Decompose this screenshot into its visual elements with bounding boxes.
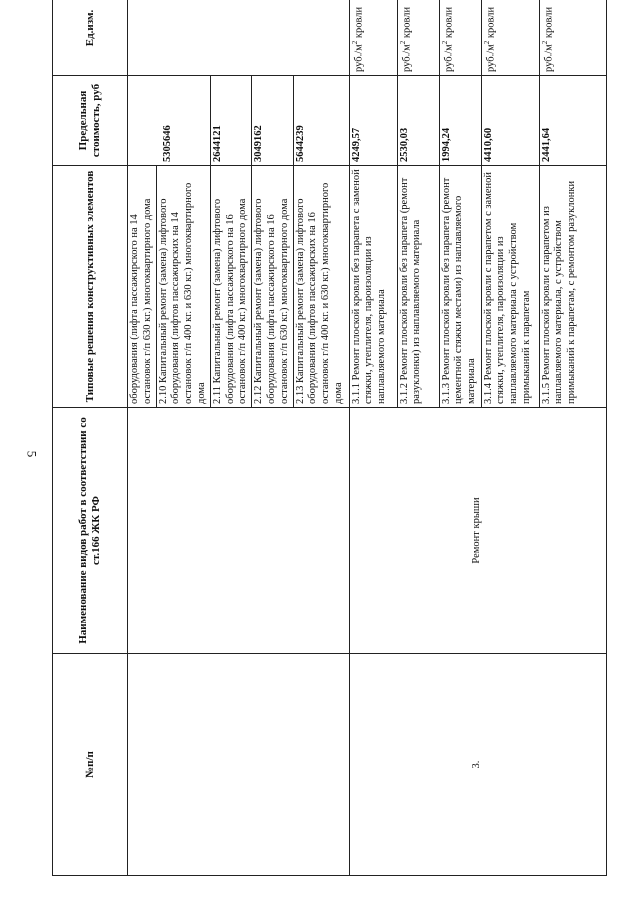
unit-cell — [539, 0, 606, 76]
unit-cell — [481, 0, 539, 76]
unit-cell — [252, 0, 293, 76]
solution-cell: 3.1.2 Ремонт плоской кровли без парапета (ремонт разуклонки) из наплавляемого материала — [397, 166, 439, 408]
solution-cell: 3.1.4 Ремонт плоской кровли с парапетом с заменой стяжки, утеплителя, пароизоляции из наплавляемого материала с устройством примыканий к парапетам — [481, 166, 539, 408]
unit-text: руб./м — [443, 44, 455, 72]
unit-superscript: 2 — [398, 40, 407, 45]
solution-cell: 2.11 Капитальный ремонт (замена) лифтового оборудования (лифта пассажирского на 16 остановок г/п 400 кг.) многоквартирного дома — [210, 166, 251, 408]
section-name: Ремонт крыши — [349, 408, 606, 654]
num-cell — [128, 654, 157, 876]
name-cell — [210, 408, 251, 654]
unit-superscript: 2 — [350, 40, 359, 45]
unit-cell — [156, 0, 210, 76]
table-row — [293, 0, 349, 876]
num-cell — [210, 654, 251, 876]
header-solution: Типовые решения конструктивных элементов — [53, 166, 128, 408]
solution-cell: 2.13 Капитальный ремонт (замена) лифтового оборудования (лифтов пассажирских на 16 остановок г/п 400 кг. и 630 кг.) многоквартирного дома — [293, 166, 349, 408]
unit-tail: кровли — [401, 6, 413, 41]
header-unit: Ед.изм. — [53, 0, 128, 76]
solution-cell: 3.1.3 Ремонт плоской кровли без парапета (ремонт цементной стяжки местами) из наплавляемого материала — [439, 166, 481, 408]
unit-tail: кровли — [443, 6, 455, 41]
unit-superscript: 2 — [482, 40, 491, 45]
unit-cell — [439, 0, 481, 76]
unit-superscript: 2 — [440, 40, 449, 45]
cost-cell: 5644239 — [293, 76, 349, 166]
unit-tail: кровли — [543, 6, 555, 41]
unit-text: руб./м — [543, 44, 555, 72]
name-cell — [293, 408, 349, 654]
table-row — [349, 0, 397, 876]
unit-tail: кровли — [353, 6, 365, 41]
name-cell — [156, 408, 210, 654]
header-num: №п/п — [53, 654, 128, 876]
rotated-page — [52, 6, 592, 876]
cost-cell: 2530,03 — [397, 76, 439, 166]
unit-superscript: 2 — [540, 40, 549, 45]
unit-cell — [397, 0, 439, 76]
solution-cell: оборудования (лифта пассажирского на 14 остановок г/п 630 кг.) многоквартирного дома — [128, 166, 157, 408]
header-name: Наименование видов работ в соответствии со ст.166 ЖК РФ — [53, 408, 128, 654]
section-num: 3. — [349, 654, 606, 876]
cost-cell: 4249,57 — [349, 76, 397, 166]
name-cell — [128, 408, 157, 654]
solution-cell: 3.1.5 Ремонт плоской кровли с парапетом из наплавляемого материала, с устройством примыканий к парапетам, с ремонтом разуклонки — [539, 166, 606, 408]
table-row — [252, 0, 293, 876]
solution-cell: 3.1.1 Ремонт плоской кровли без парапета с заменой стяжки, утеплителя, пароизоляции из наплавляемого материала — [349, 166, 397, 408]
works-table — [52, 0, 607, 876]
header-cost: Предельная стоимость, руб — [53, 76, 128, 166]
solution-cell: 2.12 Капитальный ремонт (замена) лифтового оборудования (лифта пассажирского на 16 остановок г/п 630 кг.) многоквартирного дома — [252, 166, 293, 408]
table-header-row — [53, 0, 128, 876]
cost-cell: 1994,24 — [439, 76, 481, 166]
table-row — [128, 0, 157, 876]
unit-tail: кровли — [485, 6, 497, 41]
unit-cell — [349, 0, 397, 76]
cost-cell: 2441,64 — [539, 76, 606, 166]
num-cell — [252, 654, 293, 876]
name-cell — [252, 408, 293, 654]
cost-cell: 3049162 — [252, 76, 293, 166]
unit-cell — [210, 0, 251, 76]
unit-text: руб./м — [353, 44, 365, 72]
num-cell — [156, 654, 210, 876]
unit-cell — [293, 0, 349, 76]
unit-text: руб./м — [485, 44, 497, 72]
num-cell — [293, 654, 349, 876]
unit-text: руб./м — [401, 44, 413, 72]
cost-cell: 2644121 — [210, 76, 251, 166]
cost-cell: 4410,60 — [481, 76, 539, 166]
page-number: 5 — [24, 450, 40, 458]
table-row — [210, 0, 251, 876]
unit-cell — [128, 0, 157, 76]
solution-cell: 2.10 Капитальный ремонт (замена) лифтового оборудования (лифтов пассажирских на 14 остановок г/п 400 кг. и 630 кг.) многоквартирного дома — [156, 166, 210, 408]
cost-cell: 5305646 — [128, 76, 211, 166]
